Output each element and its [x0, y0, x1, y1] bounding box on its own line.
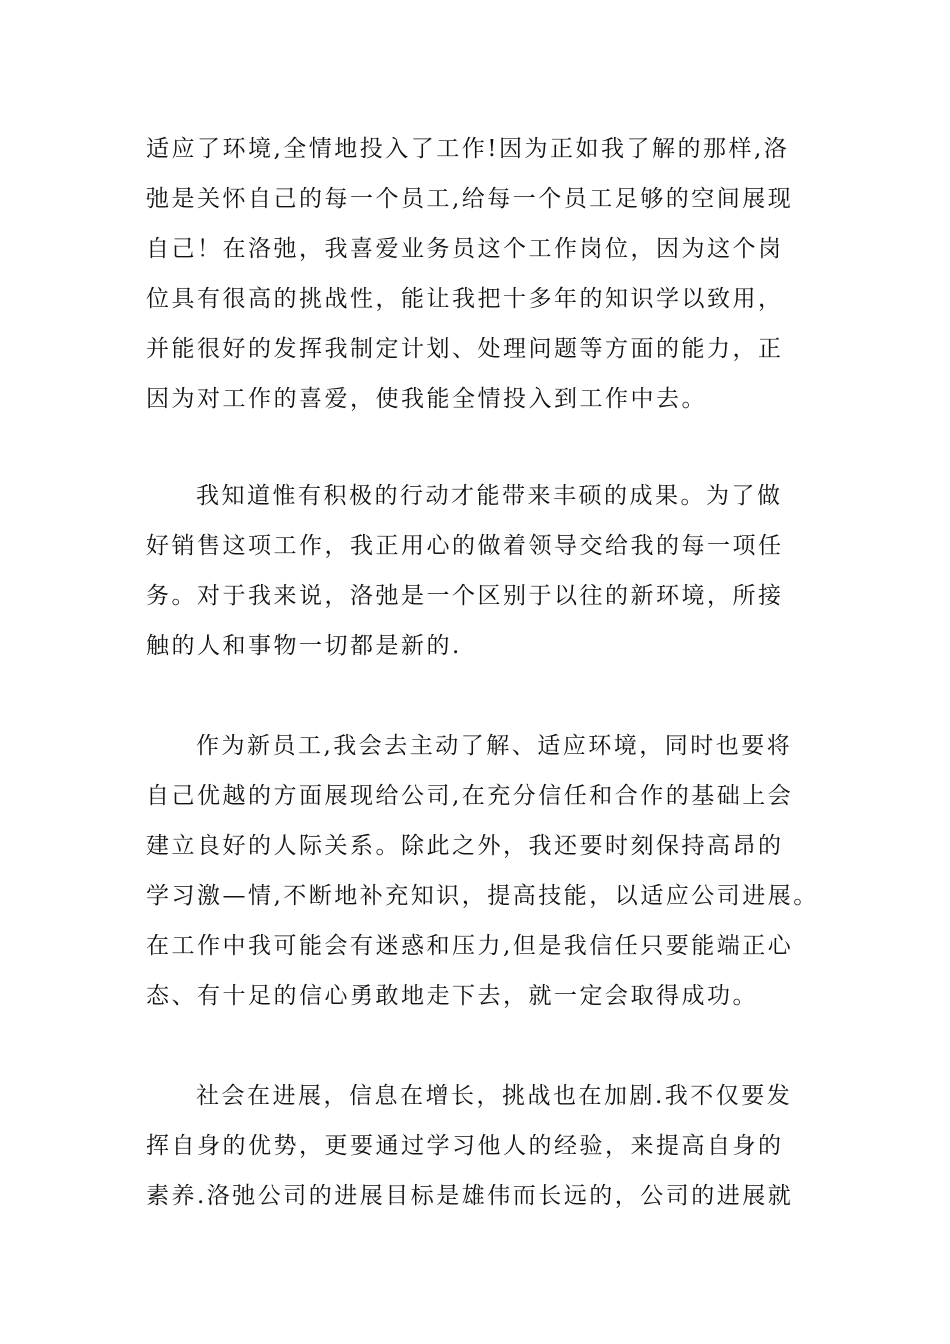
paragraph-3-line-1: 作为新员工,我会去主动了解、适应环境，同时也要将 [196, 733, 793, 759]
paragraph-2-line-1: 我知道惟有积极的行动才能带来丰硕的成果。为了做 [196, 483, 783, 509]
paragraph-1-line-5: 并能很好的发挥我制定计划、处理问题等方面的能力，正 [146, 336, 784, 362]
paragraph-3-line-5: 在工作中我可能会有迷惑和压力,但是我信任只要能端正心 [146, 933, 794, 959]
paragraph-2-line-2: 好销售这项工作，我正用心的做着领导交给我的每一项任 [146, 533, 784, 559]
paragraph-1-line-1: 适应了环境,全情地投入了工作!因为正如我了解的那样,洛 [146, 136, 790, 162]
paragraph-1-line-6: 因为对工作的喜爱，使我能全情投入到工作中去。 [146, 386, 707, 412]
paragraph-3-line-6: 态、有十足的信心勇敢地走下去，就一定会取得成功。 [146, 983, 758, 1009]
paragraph-4-line-1: 社会在进展，信息在增长，挑战也在加剧.我不仅要发 [196, 1083, 793, 1109]
paragraph-1-line-3: 自己！在洛弛，我喜爱业务员这个工作岗位，因为这个岗 [146, 236, 784, 262]
paragraph-3-line-2: 自己优越的方面展现给公司,在充分信任和合作的基础上会 [146, 783, 794, 809]
paragraph-3-line-3: 建立良好的人际关系。除此之外，我还要时刻保持高昂的 [146, 833, 784, 859]
paragraph-1-line-4: 位具有很高的挑战性，能让我把十多年的知识学以致用， [146, 286, 784, 312]
paragraph-4-line-2: 挥自身的优势，更要通过学习他人的经验，来提高自身的 [146, 1133, 784, 1159]
paragraph-3-line-4: 学习激—情,不断地补充知识，提高技能，以适应公司进展。 [146, 883, 819, 909]
paragraph-4-line-3: 素养.洛弛公司的进展目标是雄伟而长远的，公司的进展就 [146, 1183, 794, 1209]
paragraph-2-line-3: 务。对于我来说，洛弛是一个区别于以往的新环境，所接 [146, 583, 784, 609]
paragraph-2-line-4: 触的人和事物一切都是新的. [146, 633, 462, 659]
paragraph-1-line-2: 弛是关怀自己的每一个员工,给每一个员工足够的空间展现 [146, 186, 794, 212]
